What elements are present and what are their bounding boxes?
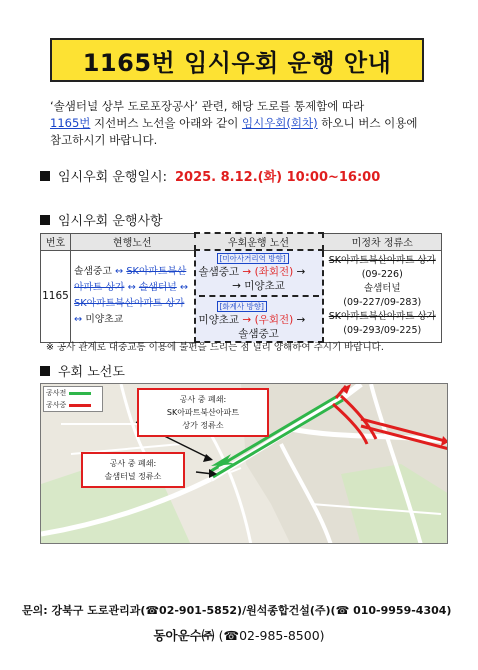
operator-phone: (☎02-985-8500) bbox=[218, 628, 325, 643]
bullet-square-icon bbox=[40, 171, 50, 181]
skipped-stops-cell bbox=[323, 250, 442, 342]
operator-info bbox=[0, 626, 478, 644]
intro-line-2 bbox=[50, 115, 460, 132]
turn-label: (우회전) bbox=[254, 314, 294, 326]
arrow-icon: → bbox=[296, 266, 306, 278]
intro-line-1: ‘솔샘터널 상부 도로포장공사’ 관련, 해당 도로를 통제함에 따라 bbox=[50, 99, 365, 113]
callout-title: 공사 중 폐쇄: bbox=[179, 395, 227, 404]
callout-text: 상가 정류소 bbox=[182, 421, 224, 430]
stop-code: (09-227/09-283) bbox=[343, 297, 422, 308]
route-map[interactable] bbox=[40, 383, 448, 544]
detour-line-b2: 솔샘중고 bbox=[238, 328, 279, 340]
route-number: 1165 bbox=[41, 250, 71, 342]
section-period bbox=[40, 166, 380, 185]
operator-name: 동아운수㈜ bbox=[153, 628, 215, 643]
stop-name: 솔샘터널 bbox=[363, 283, 401, 294]
section-map bbox=[40, 361, 125, 380]
callout-title: 공사 중 폐쇄: bbox=[109, 459, 157, 468]
table-header-row bbox=[41, 233, 442, 250]
header-detour: 우회운행 노선 bbox=[195, 233, 323, 250]
table-row bbox=[41, 250, 442, 342]
header-stops: 미정차 정류소 bbox=[323, 233, 442, 250]
green-line-icon bbox=[69, 392, 91, 395]
direction-tag: [미아사거리역 방향] bbox=[217, 253, 289, 264]
header-no: 번호 bbox=[41, 233, 71, 250]
arrow-icon: → bbox=[296, 314, 306, 326]
stop-code: (09-226) bbox=[361, 269, 403, 280]
stop-name: 미양초교 bbox=[85, 314, 124, 325]
arrow-icon: ↔ bbox=[114, 266, 124, 277]
details-label: 임시우회 운행사항 bbox=[58, 214, 163, 229]
notice-text: ※ 공사 관계로 대중교통 이용에 불편을 드리는 점 널리 양해하여 주시기 바랍니다. bbox=[46, 342, 384, 353]
legend-label: 공사전 bbox=[46, 389, 67, 397]
route-table bbox=[40, 232, 442, 343]
stop-name: 미양초교 bbox=[244, 280, 285, 292]
legend-item bbox=[44, 387, 102, 399]
stop-name: SK아파트북산아파트 상가 bbox=[328, 311, 436, 322]
section-details bbox=[40, 210, 163, 229]
intro-text: 하오니 버스 이용에 bbox=[317, 116, 418, 130]
stop-code: (09-293/09-225) bbox=[343, 325, 422, 336]
arrow-icon: ↔ bbox=[179, 282, 189, 293]
map-legend bbox=[43, 386, 103, 412]
current-route-cell bbox=[71, 250, 195, 342]
arrow-icon: → bbox=[242, 314, 252, 326]
closure-callout-sk bbox=[137, 388, 269, 437]
period-label: 임시우회 운행일시: bbox=[58, 170, 167, 185]
stop-name: 솔샘중고 bbox=[74, 266, 112, 277]
contact-info: 문의: 강북구 도로관리과(☎02-901-5852)/원석종합건설(주)(☎ 010-9959-4304) bbox=[22, 604, 452, 617]
direction-tag: [화계사 방향] bbox=[217, 301, 267, 312]
period-value: 2025. 8.12.(화) 10:00~16:00 bbox=[174, 170, 381, 185]
divider bbox=[199, 295, 319, 297]
stop-name: SK아파트북산아파트 상가 bbox=[74, 266, 187, 293]
bullet-square-icon bbox=[40, 366, 50, 376]
turn-label: (좌회전) bbox=[254, 266, 294, 278]
closure-callout-tunnel bbox=[81, 452, 185, 488]
arrow-icon: → bbox=[242, 266, 252, 278]
stop-name: SK아파트북산아파트 상가 bbox=[74, 298, 185, 309]
intro-line-3: 참고하시기 바랍니다. bbox=[50, 133, 158, 147]
stop-name: SK아파트북산아파트 상가 bbox=[328, 255, 436, 266]
callout-text: SK아파트북산아파트 bbox=[166, 408, 240, 417]
page-title: 1165번 임시우회 운행 안내 bbox=[50, 38, 424, 82]
detour-link[interactable]: 임시우회(회차) bbox=[241, 116, 318, 130]
detour-line-b bbox=[199, 313, 319, 327]
callout-text: 솔샘터널 정류소 bbox=[104, 472, 162, 481]
stop-name: 미양초교 bbox=[198, 314, 240, 326]
intro-text: 지선버스 노선을 아래와 같이 bbox=[90, 116, 242, 130]
detour-line-a bbox=[199, 265, 319, 279]
detour-route-cell bbox=[195, 250, 323, 342]
stop-name: 솔샘중고 bbox=[198, 266, 240, 278]
detour-line-a2: → 미양초교 bbox=[232, 280, 285, 292]
legend-label: 공사중 bbox=[46, 401, 67, 409]
arrow-icon: ↔ bbox=[74, 314, 83, 325]
stop-name: 솔샘터널 bbox=[138, 282, 177, 293]
map-label: 우회 노선도 bbox=[58, 365, 125, 380]
legend-item bbox=[44, 399, 102, 411]
header-current: 현행노선 bbox=[71, 233, 195, 250]
intro-paragraph bbox=[50, 98, 460, 149]
bullet-square-icon bbox=[40, 215, 50, 225]
arrow-icon: ↔ bbox=[127, 282, 136, 293]
red-line-icon bbox=[69, 404, 91, 407]
route-link[interactable]: 1165번 bbox=[50, 116, 91, 130]
